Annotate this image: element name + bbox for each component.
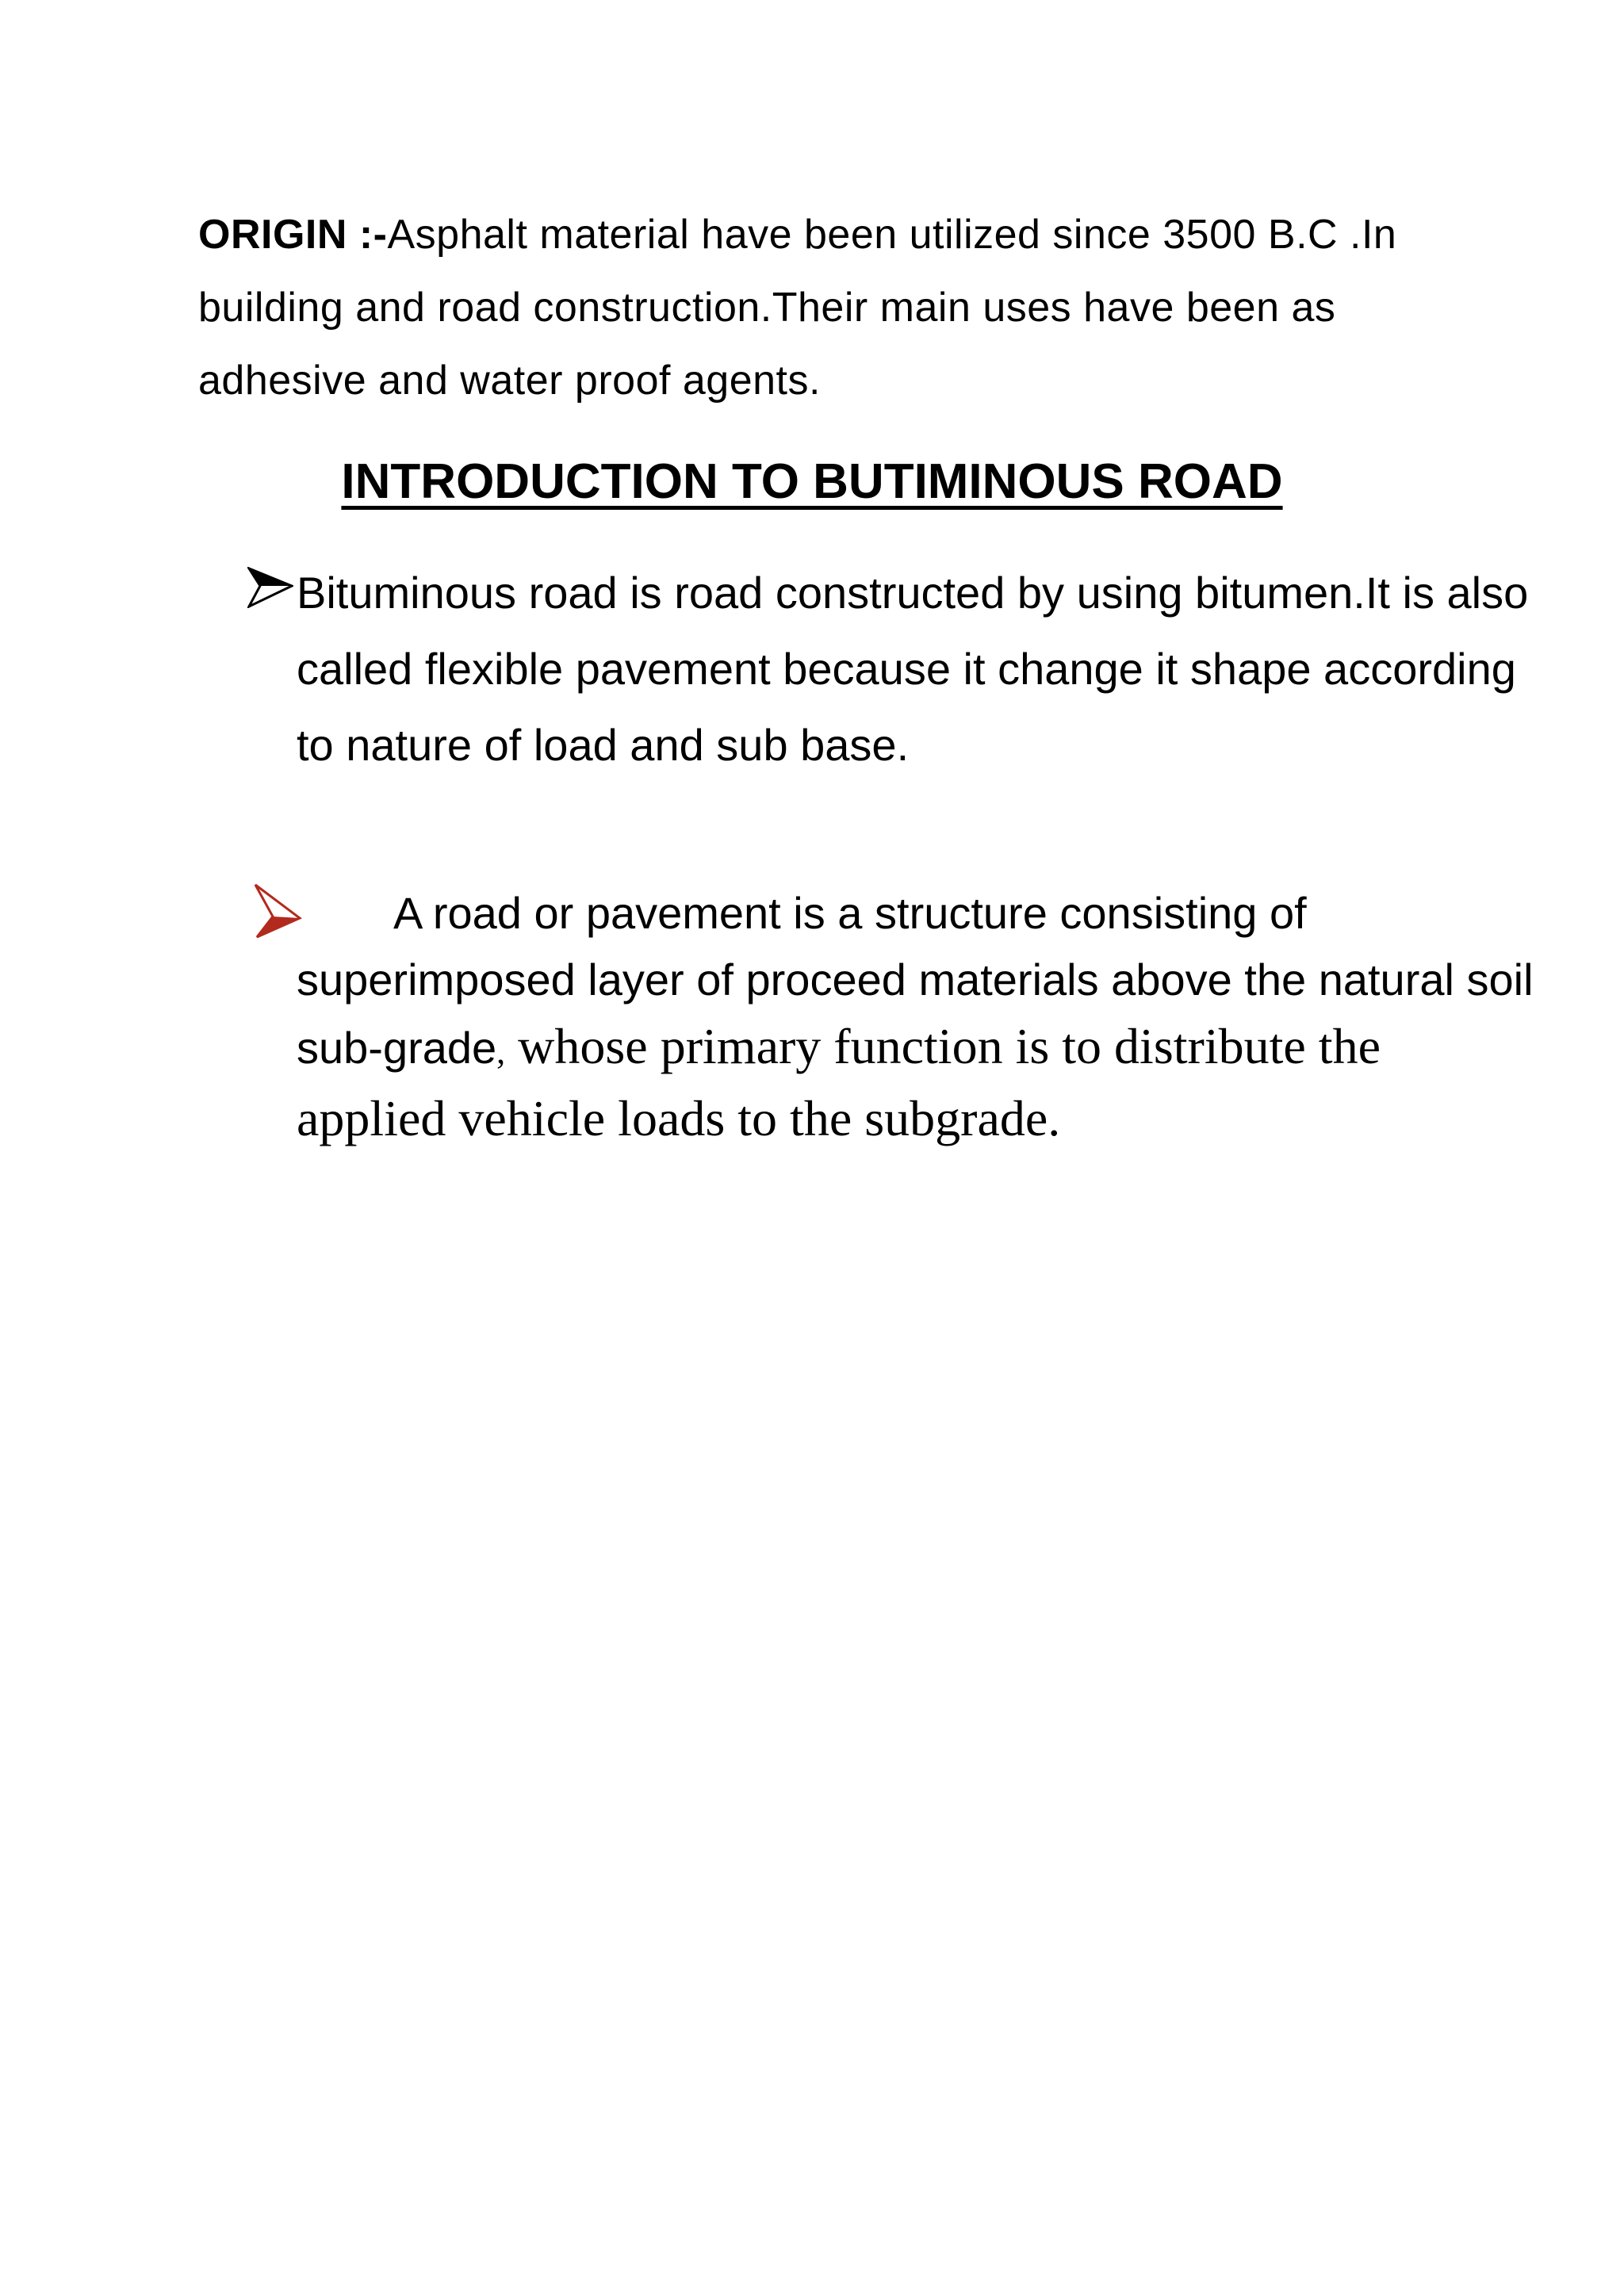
section-heading-text: INTRODUCTION TO BUTIMINOUS ROAD [341, 454, 1283, 509]
origin-label: ORIGIN :- [198, 212, 388, 258]
bullet-text-2 [297, 880, 1534, 1154]
bullet-text-1: Bituminous road is road constructed by using bitumen.It is also called flexible pavement because it change it shape according to nature of load and sub base. [297, 568, 1529, 770]
bullet-text-2-comma: , [496, 1032, 506, 1071]
bullet-text-2-serif: whose primary function is to distribute the applied vehicle loads to the subgrade. [297, 1018, 1381, 1146]
arrow-bullet-icon [247, 555, 293, 631]
section-heading [0, 446, 1624, 518]
bullet-text-2-main: A road or pavement is a structure consisting of superimposed layer of proceed materials above the natural soil sub-grade [297, 888, 1534, 1073]
origin-paragraph [198, 198, 1435, 417]
origin-text: Asphalt material have been utilized since 3500 B.C .In building and road construction.Their main uses have been as adhesive and water proof agents. [198, 212, 1397, 404]
arrow-bullet-icon [252, 882, 303, 957]
